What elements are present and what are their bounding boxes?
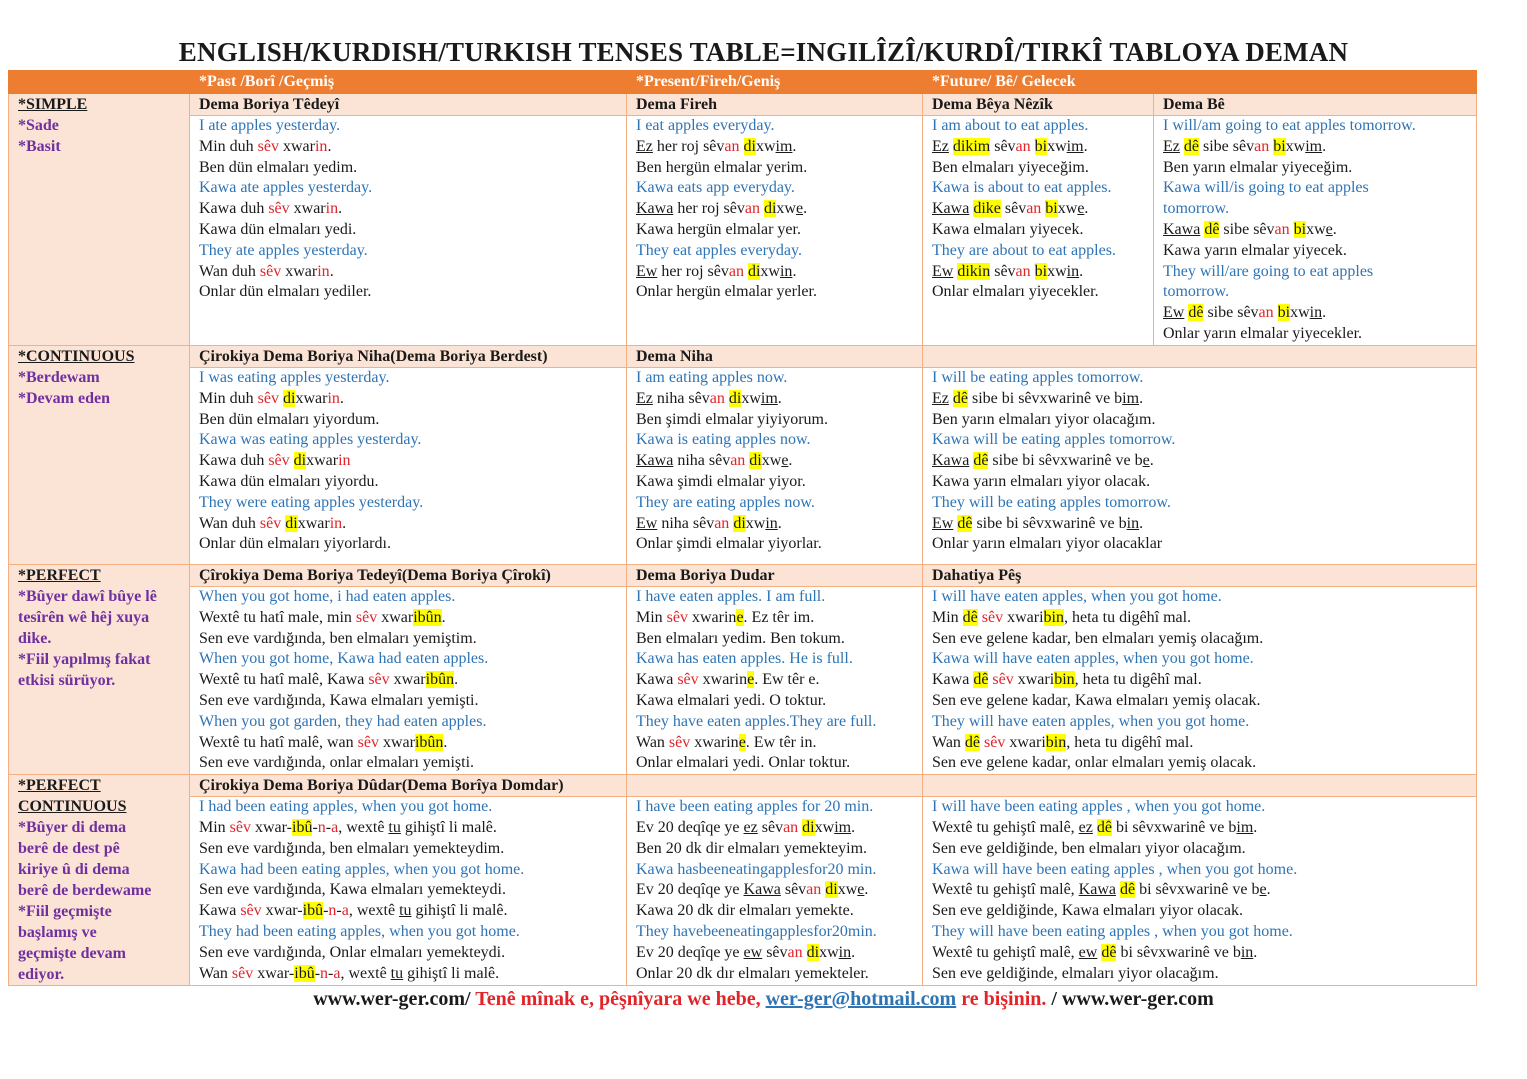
sentence-ku: Wextê tu hatî male, min sêv xwaribûn. — [199, 608, 446, 626]
sentence-en: I will have been eating apples , when you got home. — [932, 798, 1266, 816]
sentence-tr: Kawa dün elmaları yedi. — [199, 220, 357, 238]
footer-note-end: re bişinin. — [956, 988, 1047, 1010]
sentence-tr: Kawa dün elmaları yiyordu. — [199, 472, 379, 490]
sentence-ku: Wextê tu gehiştî malê, ez dê bi sêvxwarinê ve bim. — [932, 818, 1258, 836]
perfect-continuous-present-title — [627, 775, 923, 797]
sentence-tr: Onlar şimdi elmalar yiyorlar. — [636, 535, 822, 553]
perfect-continuous-desc: *Fiil geçmişte — [18, 903, 112, 921]
sentence-en: They havebeeneatingapplesfor20min. — [636, 922, 877, 940]
sentence-tr: Kawa yarın elmalar yiyecek. — [1163, 241, 1347, 259]
perfect-present-title: Dema Boriya Dudar — [627, 565, 923, 587]
sentence-tr: Ben dün elmaları yiyordum. — [199, 410, 380, 428]
sentence-tr: Kawa elmalari yedi. O toktur. — [636, 691, 827, 709]
perfect-continuous-present-cell — [627, 797, 923, 986]
header-empty — [9, 71, 190, 94]
simple-title-row — [9, 94, 1477, 116]
perfect-continuous-past-title: Çirokiya Dema Boriya Dûdar(Dema Borîya Domdar) — [190, 775, 627, 797]
sentence-en: I have eaten apples. I am full. — [636, 588, 826, 605]
sentence-en: They had been eating apples, when you got home. — [199, 922, 520, 940]
footer-email-link[interactable]: wer-ger@hotmail.com — [765, 988, 957, 1010]
sentence-tr: Kawa elmaları yiyecek. — [932, 220, 1084, 238]
sentence-ku: Wan sêv xwarine. Ew têr in. — [636, 733, 817, 751]
sentence-en: When you got garden, they had eaten apples. — [199, 712, 487, 730]
sentence-tr: Sen eve vardığında, ben elmaları yemiştim. — [199, 629, 477, 647]
continuous-past-cell — [190, 368, 627, 565]
sentence-en: Kawa will have been eating apples , when you got home. — [932, 860, 1298, 878]
continuous-sub1: *Berdewam — [18, 369, 100, 386]
sentence-en: I eat apples everyday. — [636, 117, 775, 134]
sentence-ku: Kawa sêv xwar-ibû-n-a, wextê tu gihiştî li malê. — [199, 902, 508, 920]
sentence-ku: Ez niha sêvan dixwim. — [636, 389, 782, 407]
sentence-tr: Kawa 20 dk dir elmaları yemekte. — [636, 902, 854, 920]
sentence-en: They will have been eating apples , when you got home. — [932, 922, 1293, 940]
sentence-ku: Kawa duh sêv xwarin. — [199, 200, 343, 218]
sentence-tr: Sen eve vardığında, onlar elmaları yemişti. — [199, 754, 475, 772]
simple-present-cell — [627, 116, 923, 346]
sentence-en: They are about to eat apples. — [932, 241, 1116, 259]
sentence-tr: Onlar elmalari yedi. Onlar toktur. — [636, 754, 851, 772]
footer-site-end[interactable]: / www.wer-ger.com — [1046, 988, 1214, 1010]
sentence-ku: Ew her roj sêvan dixwin. — [636, 262, 797, 280]
sentence-ku: Wextê tu hatî malê, wan sêv xwaribûn. — [199, 733, 448, 751]
sentence-tr: Kawa yarın elmaları yiyor olacak. — [932, 472, 1151, 490]
perfect-desc: dike. — [18, 630, 52, 647]
sentence-tr: Sen eve geldiğinde, Kawa elmaları yiyor olacak. — [932, 902, 1243, 920]
sentence-tr: Ben yarın elmaları yiyor olacağım. — [932, 410, 1156, 428]
sentence-ku: Kawa niha sêvan dixwe. — [636, 452, 793, 470]
header-row — [9, 71, 1477, 94]
sentence-en: Kawa is about to eat apples. — [932, 179, 1112, 197]
sentence-en: tomorrow. — [1163, 283, 1230, 301]
sentence-ku: Ev 20 deqîqe ye ez sêvan dixwim. — [636, 818, 856, 836]
sentence-tr: Sen eve geldiğinde, ben elmaları yiyor olacağım. — [932, 839, 1246, 857]
perfect-continuous-title-row — [9, 775, 1477, 797]
sentence-ku: Kawa dê sibe sêvan bixwe. — [1163, 220, 1337, 238]
sentence-tr: Ben dün elmaları yedim. — [199, 158, 358, 176]
sentence-en: Kawa ate apples yesterday. — [199, 179, 373, 197]
continuous-present-title: Dema Niha — [627, 346, 923, 368]
perfect-future-title: Dahatiya Pêş — [923, 565, 1477, 587]
sentence-tr: Onlar 20 dk dır elmaları yemekteler. — [636, 964, 869, 982]
perfect-row-header — [9, 565, 190, 775]
simple-near-future-cell — [923, 116, 1154, 346]
sentence-en: They ate apples yesterday. — [199, 241, 368, 259]
sentence-en: Kawa has eaten apples. He is full. — [636, 650, 853, 668]
continuous-sub2: *Devam eden — [18, 390, 110, 407]
simple-past-title: Dema Boriya Têdeyî — [190, 94, 627, 116]
sentence-en: I was eating apples yesterday. — [199, 369, 390, 386]
sentence-tr: Ben şimdi elmalar yiyiyorum. — [636, 410, 828, 428]
sentence-en: They were eating apples yesterday. — [199, 493, 424, 511]
simple-future-title: Dema Bê — [1154, 94, 1477, 116]
continuous-present-cell — [627, 368, 923, 565]
sentence-tr: Sen eve gelene kadar, Kawa elmaları yemiş olacak. — [932, 691, 1261, 709]
perfect-title-row — [9, 565, 1477, 587]
sentence-ku: Ev 20 deqîqe ye Kawa sêvan dixwe. — [636, 881, 869, 899]
sentence-tr: Sen eve vardığında, Kawa elmaları yemişti. — [199, 691, 479, 709]
simple-label: *SIMPLE — [18, 96, 88, 113]
perfect-continuous-row-header — [9, 775, 190, 986]
sentence-ku: Wextê tu hatî malê, Kawa sêv xwaribûn. — [199, 671, 459, 689]
simple-future-cell — [1154, 116, 1477, 346]
sentence-ku: Kawa dike sêvan bixwe. — [932, 200, 1089, 218]
sentence-ku: Kawa dê sibe bi sêvxwarinê ve be. — [932, 452, 1154, 470]
sentence-tr: Onlar elmaları yiyecekler. — [932, 283, 1099, 301]
sentence-tr: Kawa şimdi elmalar yiyor. — [636, 472, 806, 490]
sentence-ku: Wextê tu gehiştî malê, ew dê bi sêvxwarinê ve bin. — [932, 943, 1258, 961]
tenses-table — [8, 70, 1477, 986]
simple-sub1: *Sade — [18, 117, 59, 134]
sentence-tr: Sen eve vardığında, ben elmaları yemekteydim. — [199, 839, 505, 857]
sentence-ku: Wan dê sêv xwaribin, heta tu digêhî mal. — [932, 733, 1194, 751]
sentence-en: They have eaten apples.They are full. — [636, 712, 877, 730]
sentence-tr: Sen eve vardığında, Onlar elmaları yemekteydi. — [199, 943, 506, 961]
sentence-en: They will be eating apples tomorrow. — [932, 493, 1171, 511]
sentence-en: I have been eating apples for 20 min. — [636, 798, 874, 816]
sentence-tr: Ben hergün elmalar yerim. — [636, 158, 808, 176]
footer-note: Tenê mînak e, pêşnîyara we hebe, — [475, 988, 766, 1010]
perfect-desc: tesîrên wê hêj xuya — [18, 609, 150, 626]
sentence-ku: Wan duh sêv dixwarin. — [199, 514, 347, 532]
continuous-future-title — [923, 346, 1477, 368]
sentence-ku: Ew niha sêvan dixwin. — [636, 514, 782, 532]
perfect-desc: etkisi sürüyor. — [18, 672, 116, 689]
perfect-past-title: Çîrokiya Dema Boriya Tedeyî(Dema Boriya Çîrokî) — [190, 565, 627, 587]
perfect-desc: *Fiil yapılmış fakat — [18, 651, 151, 668]
page-title: ENGLISH/KURDISH/TURKISH TENSES TABLE=INGILÎZÎ/KURDÎ/TIRKÎ TABLOYA DEMAN — [178, 37, 1349, 67]
simple-sub2: *Basit — [18, 138, 61, 155]
sentence-tr: Onlar yarın elmaları yiyor olacaklar — [932, 535, 1163, 553]
footer-site[interactable]: www.wer-ger.com/ — [313, 988, 476, 1010]
sentence-ku: Kawa her roj sêvan dixwe. — [636, 200, 808, 218]
sentence-en: Kawa will/is going to eat apples — [1163, 179, 1369, 197]
sentence-en: Kawa eats app everyday. — [636, 179, 795, 197]
sentence-en: Kawa was eating apples yesterday. — [199, 431, 422, 449]
sentence-en: They will have eaten apples, when you got home. — [932, 712, 1250, 730]
sentence-ku: Wextê tu gehiştî malê, Kawa dê bi sêvxwarinê ve be. — [932, 881, 1271, 899]
sentence-en: They are eating apples now. — [636, 493, 815, 511]
footer — [0, 986, 1527, 1012]
perfect-desc: *Bûyer dawî bûye lê — [18, 588, 157, 605]
perfect-continuous-desc: *Bûyer di dema — [18, 819, 127, 837]
header-past: *Past /Borî /Geçmiş — [190, 71, 627, 94]
sentence-ku: Min duh sêv dixwarin. — [199, 389, 344, 407]
perfect-continuous-desc: geçmişte devam — [18, 945, 126, 963]
sentence-tr: Sen eve gelene kadar, ben elmaları yemiş olacağım. — [932, 629, 1264, 647]
sentence-tr: Sen eve geldiğinde, elmaları yiyor olacağım. — [932, 964, 1219, 982]
sentence-ku: Ez dikim sêvan bixwim. — [932, 137, 1088, 155]
simple-content-row — [9, 116, 1477, 346]
sentence-ku: Min sêv xwarine. Ez têr im. — [636, 608, 815, 626]
sentence-en: I will/am going to eat apples tomorrow. — [1163, 117, 1416, 134]
continuous-content-row — [9, 368, 1477, 565]
sentence-tr: Sen eve vardığında, Kawa elmaları yemekteydi. — [199, 881, 506, 899]
perfect-continuous-desc: ediyor. — [18, 966, 65, 984]
sentence-en: When you got home, i had eaten apples. — [199, 588, 456, 605]
perfect-continuous-content-row — [9, 797, 1477, 986]
sentence-ku: Ev 20 deqîqe ye ew sêvan dixwin. — [636, 943, 856, 961]
sentence-en: tomorrow. — [1163, 200, 1230, 218]
sentence-tr: Ben elmaları yiyeceğim. — [932, 158, 1089, 176]
simple-near-future-title: Dema Bêya Nêzîk — [923, 94, 1154, 116]
sentence-en: I had been eating apples, when you got home. — [199, 798, 493, 816]
perfect-continuous-label: CONTINUOUS — [18, 798, 127, 816]
sentence-tr: Onlar hergün elmalar yerler. — [636, 283, 817, 301]
sentence-en: I ate apples yesterday. — [199, 117, 341, 134]
sentence-ku: Min sêv xwar-ibû-n-a, wextê tu gihiştî li malê. — [199, 818, 497, 836]
perfect-continuous-label: *PERFECT — [18, 777, 101, 795]
sentence-ku: Ez dê sibe bi sêvxwarinê ve bim. — [932, 389, 1144, 407]
sentence-ku: Min dê sêv xwaribin, heta tu digêhî mal. — [932, 608, 1192, 626]
sentence-en: I will be eating apples tomorrow. — [932, 369, 1144, 386]
continuous-past-title: Çirokiya Dema Boriya Niha(Dema Boriya Berdest) — [190, 346, 627, 368]
sentence-ku: Min duh sêv xwarin. — [199, 137, 332, 155]
sentence-en: Kawa will be eating apples tomorrow. — [932, 431, 1176, 449]
sentence-en: Kawa had been eating apples, when you got home. — [199, 860, 525, 878]
header-future: *Future/ Bê/ Gelecek — [923, 71, 1477, 94]
sentence-en: When you got home, Kawa had eaten apples. — [199, 650, 489, 668]
sentence-tr: Kawa hergün elmalar yer. — [636, 220, 801, 238]
simple-row-header — [9, 94, 190, 346]
perfect-present-cell — [627, 587, 923, 775]
simple-past-cell — [190, 116, 627, 346]
sentence-en: Kawa will have eaten apples, when you got home. — [932, 650, 1254, 668]
sentence-tr: Ben elmaları yedim. Ben tokum. — [636, 629, 845, 647]
perfect-continuous-desc: berê de dest pê — [18, 840, 120, 858]
sentence-en: I am eating apples now. — [636, 369, 788, 386]
perfect-continuous-future-cell — [923, 797, 1477, 986]
continuous-title-row — [9, 346, 1477, 368]
perfect-content-row — [9, 587, 1477, 775]
perfect-continuous-past-cell — [190, 797, 627, 986]
sentence-ku: Ew dê sibe bi sêvxwarinê ve bin. — [932, 514, 1144, 532]
sentence-tr: Onlar yarın elmalar yiyecekler. — [1163, 324, 1363, 342]
continuous-row-header — [9, 346, 190, 565]
sentence-ku: Kawa sêv xwarine. Ew têr e. — [636, 671, 820, 689]
sentence-ku: Wan sêv xwar-ibû-n-a, wextê tu gihiştî li malê. — [199, 964, 500, 982]
sentence-tr: Onlar dün elmaları yiyorlardı. — [199, 535, 391, 553]
perfect-continuous-desc: kiriye û di dema — [18, 861, 130, 879]
sentence-ku: Ez her roj sêvan dixwim. — [636, 137, 797, 155]
sentence-en: They eat apples everyday. — [636, 241, 802, 259]
perfect-past-cell — [190, 587, 627, 775]
simple-present-title: Dema Fireh — [627, 94, 923, 116]
sentence-tr: Ben yarın elmalar yiyeceğim. — [1163, 158, 1353, 176]
continuous-label: *CONTINUOUS — [18, 348, 135, 365]
sentence-en: Kawa is eating apples now. — [636, 431, 811, 449]
sentence-ku: Wan duh sêv xwarin. — [199, 262, 334, 280]
continuous-future-cell — [923, 368, 1477, 565]
sentence-en: Kawa hasbeeneatingapplesfor20 min. — [636, 860, 877, 878]
sentence-en: I will have eaten apples, when you got home. — [932, 588, 1222, 605]
sentence-en: They will/are going to eat apples — [1163, 262, 1374, 280]
header-present: *Present/Fireh/Geniş — [627, 71, 923, 94]
perfect-future-cell — [923, 587, 1477, 775]
perfect-continuous-desc: berê de berdewame — [18, 882, 152, 900]
perfect-continuous-future-title — [923, 775, 1477, 797]
perfect-label: *PERFECT — [18, 567, 101, 584]
sentence-tr: Ben 20 dk dir elmaları yemekteyim. — [636, 839, 868, 857]
sentence-en: I am about to eat apples. — [932, 117, 1089, 134]
sentence-ku: Ez dê sibe sêvan bixwim. — [1163, 137, 1327, 155]
sentence-tr: Onlar dün elmaları yediler. — [199, 283, 372, 301]
sentence-ku: Kawa duh sêv dixwarin — [199, 452, 351, 470]
sentence-ku: Ew dikin sêvan bixwin. — [932, 262, 1084, 280]
sentence-ku: Ew dê sibe sêvan bixwin. — [1163, 304, 1327, 322]
perfect-continuous-desc: başlamış ve — [18, 924, 97, 942]
sentence-tr: Sen eve gelene kadar, onlar elmaları yemiş olacak. — [932, 754, 1257, 772]
sentence-ku: Kawa dê sêv xwaribin, heta tu digêhî mal. — [932, 671, 1202, 689]
